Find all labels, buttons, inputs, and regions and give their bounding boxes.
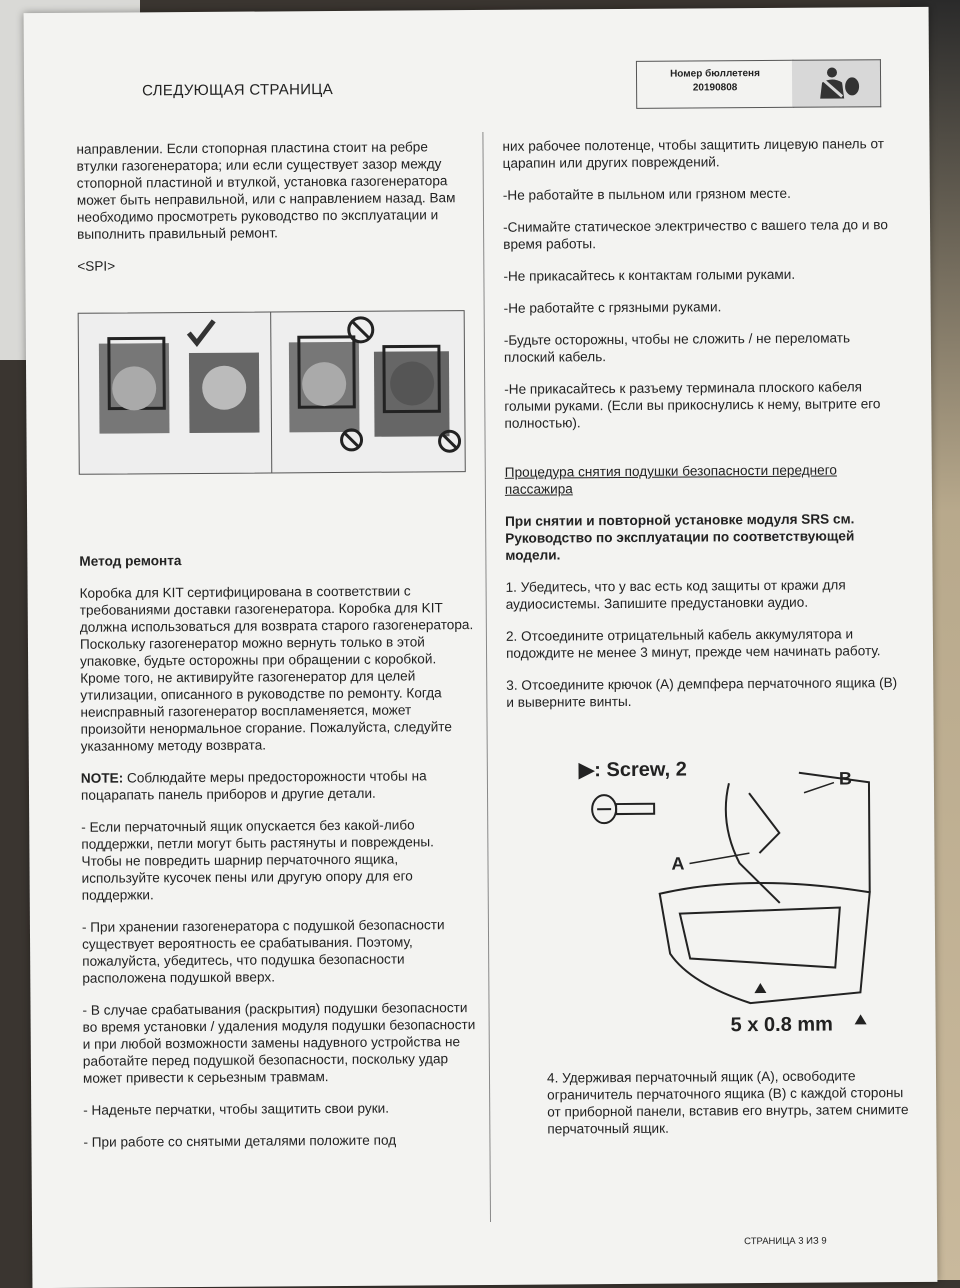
label-a: A xyxy=(671,854,684,874)
step4-section xyxy=(509,1067,910,1153)
note-text: Соблюдайте меры предосторожности чтобы на поцарапать панель приборов и другие детали. xyxy=(81,768,427,802)
procedure-step: 3. Отсоедините крючок (А) демпфера перчаточного ящика (В) и выверните винты. xyxy=(506,674,906,711)
intro-paragraph: направлении. Если стопорная пластина стоит на ребре втулки газогенератора; или если существует зазор между стопорной пластиной и втулкой, установка газогенератора может быть неправильной, или с направлением назад. Вам необходимо просмотреть руководство по эксплуатации и выполнить правильный ремонт. xyxy=(76,138,472,243)
screw-icon xyxy=(592,795,654,823)
spi-label: <SPI> xyxy=(77,255,472,275)
precaution-item: -Не прикасайтесь к контактам голыми руками. xyxy=(503,265,903,285)
bullet-item: - Наденьте перчатки, чтобы защитить свои руки. xyxy=(83,1099,478,1119)
procedure-step: 2. Отсоедините отрицательный кабель аккумулятора и подождите не менее 3 минут, прежде чем начинать работу. xyxy=(506,625,906,662)
precaution-item: -Не работайте с грязными руками. xyxy=(504,297,904,317)
label-b: B xyxy=(839,768,852,788)
bulletin-number: 20190808 xyxy=(637,82,793,94)
screw-label: ▶: Screw, 2 xyxy=(578,759,687,782)
bulletin-label: Номер бюллетеня xyxy=(637,68,793,80)
repair-section xyxy=(79,550,478,1166)
page-header-title: СЛЕДУЮЩАЯ СТРАНИЦА xyxy=(142,81,333,99)
left-column xyxy=(76,138,472,290)
bulletin-box xyxy=(636,60,794,109)
repair-heading: Метод ремонта xyxy=(79,550,474,570)
spi-photo-figure xyxy=(78,310,466,475)
right-column xyxy=(502,135,906,726)
procedure-warning: При снятии и повторной установке модуля SRS см. Руководство по эксплуатации по соответствующей модели. xyxy=(505,510,905,564)
column-divider xyxy=(482,132,491,1222)
precaution-item: них рабочее полотенце, чтобы защитить лицевую панель от царапин или других повреждений. xyxy=(502,135,902,172)
repair-paragraph: Коробка для KIT сертифицирована в соответствии с требованиями доставки газогенератора. Коробка для KIT должна использоваться для возврата старого газогенератора. Поскольку газогенератор можно вернуть только в этой упаковке, будьте осторожны при обращении с коробкой. Кроме того, не активируйте газогенератор для целей утилизации, описанного в руководстве по ремонту. Когда неисправный газогенератор воспламеняется, может произойти ненормальное сгорание. Пожалуйста, следуйте указанному методу возврата. xyxy=(80,582,476,755)
bullet-item: - При работе со снятыми деталями положите под xyxy=(83,1131,478,1151)
precaution-item: -Будьте осторожны, чтобы не сложить / не переломать плоский кабель. xyxy=(504,329,904,366)
procedure-step: 1. Убедитесь, что у вас есть код защиты от кражи для аудиосистемы. Запишите предустановки аудио. xyxy=(506,576,906,613)
glovebox-diagram xyxy=(549,752,881,1044)
bullet-item: - Если перчаточный ящик опускается без какой-либо поддержки, петли могут быть растянуты и повреждены. Чтобы не повредить шарнир перчаточного ящика, используйте кусочек пены или другую опору для его поддержки. xyxy=(81,816,477,904)
precaution-item: -Снимайте статическое электричество с вашего тела до и во время работы. xyxy=(503,216,903,253)
note-label: NOTE: xyxy=(81,770,123,785)
procedure-heading: Процедура снятия подушки безопасности переднего пассажира xyxy=(505,461,905,498)
page-number: СТРАНИЦА 3 ИЗ 9 xyxy=(744,1236,827,1248)
bullet-item: - При хранении газогенератора с подушкой безопасности существует вероятность ее срабатывания. Поэтому, пожалуйста, убедитесь, что подушка безопасности расположена подушкой вверх. xyxy=(82,916,477,987)
document-page xyxy=(24,7,938,1288)
note-paragraph xyxy=(81,767,476,804)
bullet-item: - В случае срабатывания (раскрытия) подушки безопасности во время установки / удаления модуля подушки безопасности и при любой возможности замены надувного устройства не работайте перед подушкой безопасности, поскольку удар может привести к серьезным травмам. xyxy=(82,999,478,1087)
size-label: 5 x 0.8 mm xyxy=(731,1014,833,1037)
precaution-item: -Не прикасайтесь к разъему терминала плоского кабеля голыми руками. (Если вы прикоснулись к нему, вытрите его полностью). xyxy=(504,378,904,432)
precaution-item: -Не работайте в пыльном или грязном месте. xyxy=(503,184,903,204)
seatbelt-airbag-icon xyxy=(792,59,881,108)
procedure-step: 4. Удерживая перчаточный ящик (А), освободите ограничитель перчаточного ящика (В) с каждой стороны от приборной панели, вставив его внутрь, затем снимите перчаточный ящик. xyxy=(509,1067,909,1138)
